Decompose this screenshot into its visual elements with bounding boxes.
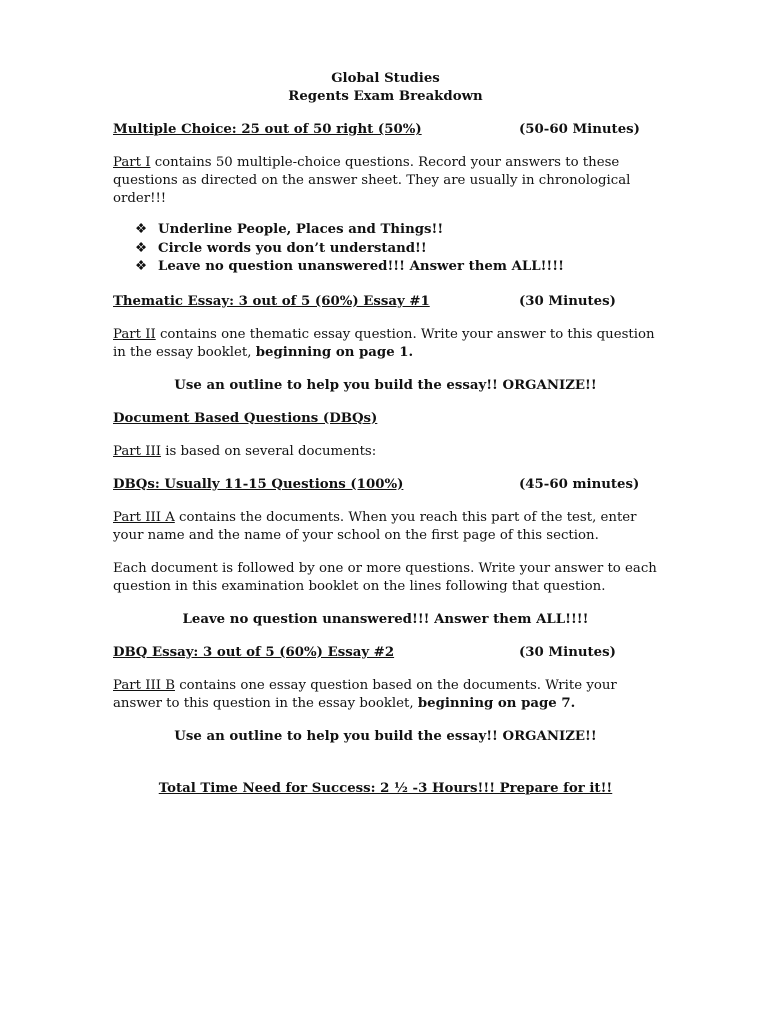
list-item: ❖ Leave no question unanswered!!! Answer them ALL!!!! — [135, 258, 658, 277]
dbq-heading — [113, 476, 658, 494]
part-ii-bold: beginning on page 1. — [255, 344, 414, 360]
document-page — [113, 70, 658, 798]
mc-heading-text: Multiple Choice: 25 out of 50 right (50%) — [113, 122, 422, 137]
thematic-heading-text: Thematic Essay: 3 out of 5 (60%) Essay #1 — [113, 293, 430, 309]
dbq-time: (45-60 minutes) — [519, 476, 640, 492]
thematic-tip: Use an outline to help you build the essay!! ORGANIZE!! — [174, 377, 597, 393]
part-ii-text: contains one thematic essay question. Write your answer to this question in the essay booklet, — [113, 326, 655, 360]
diamond-bullet-icon: ❖ — [135, 259, 147, 274]
part-ii-label: Part II — [113, 326, 156, 342]
title-line-1: Global Studies — [331, 71, 440, 86]
dbq-essay-time: (30 Minutes) — [519, 644, 616, 660]
dbq-essay-heading-text: DBQ Essay: 3 out of 5 (60%) Essay #2 — [113, 644, 395, 660]
list-item: ❖ Underline People, Places and Things!! — [135, 221, 658, 240]
part-i-paragraph — [113, 154, 658, 208]
mc-time: (50-60 Minutes) — [519, 122, 640, 137]
part-iii-b-text: contains one essay question based on the documents. Write your answer to this question in the essay booklet, — [113, 677, 617, 711]
part-i-text: contains 50 multiple-choice questions. Record your answers to these questions as directed on the answer sheet. They are usually in chronological order!!! — [113, 155, 631, 206]
thematic-time: (30 Minutes) — [519, 293, 616, 309]
part-iii-b-paragraph — [113, 677, 658, 713]
part-iii-paragraph — [113, 443, 658, 461]
part-iii-text: is based on several documents: — [160, 443, 377, 459]
dbq-tip: Leave no question unanswered!!! Answer them ALL!!!! — [182, 611, 589, 627]
part-iii-a-text: contains the documents. When you reach this part of the test, enter your name and the name of your school on the first page of this section. — [113, 509, 637, 543]
part-iii-a-paragraph — [113, 509, 658, 545]
total-time-line: Total Time Need for Success: 2 ½ -3 Hours!!! Prepare for it!! — [158, 780, 613, 796]
part-iii-b-bold: beginning on page 7. — [417, 695, 576, 711]
multiple-choice-heading — [113, 121, 658, 139]
document-title — [113, 70, 658, 106]
tips-list — [113, 221, 658, 277]
dbq-heading-text: DBQs: Usually 11-15 Questions (100%) — [113, 476, 404, 492]
part-iii-b-label: Part III B — [113, 677, 175, 693]
dbq-essay-heading — [113, 644, 658, 662]
diamond-bullet-icon: ❖ — [135, 240, 147, 256]
thematic-essay-heading — [113, 293, 658, 311]
part-ii-paragraph — [113, 326, 658, 362]
dbq-intro-heading: Document Based Questions (DBQs) — [113, 410, 378, 426]
dbq-essay-tip: Use an outline to help you build the essay!! ORGANIZE!! — [174, 728, 597, 744]
part-iii-a-label: Part III A — [113, 509, 175, 525]
part-iii-label: Part III — [113, 443, 161, 459]
part-i-label: Part I — [113, 155, 151, 170]
diamond-bullet-icon: ❖ — [135, 222, 147, 237]
document-question-paragraph: Each document is followed by one or more questions. Write your answer to each question in this examination booklet on the lines following that question. — [113, 560, 657, 594]
title-line-2: Regents Exam Breakdown — [288, 89, 483, 104]
list-item: ❖ Circle words you don’t understand!! — [135, 240, 658, 259]
